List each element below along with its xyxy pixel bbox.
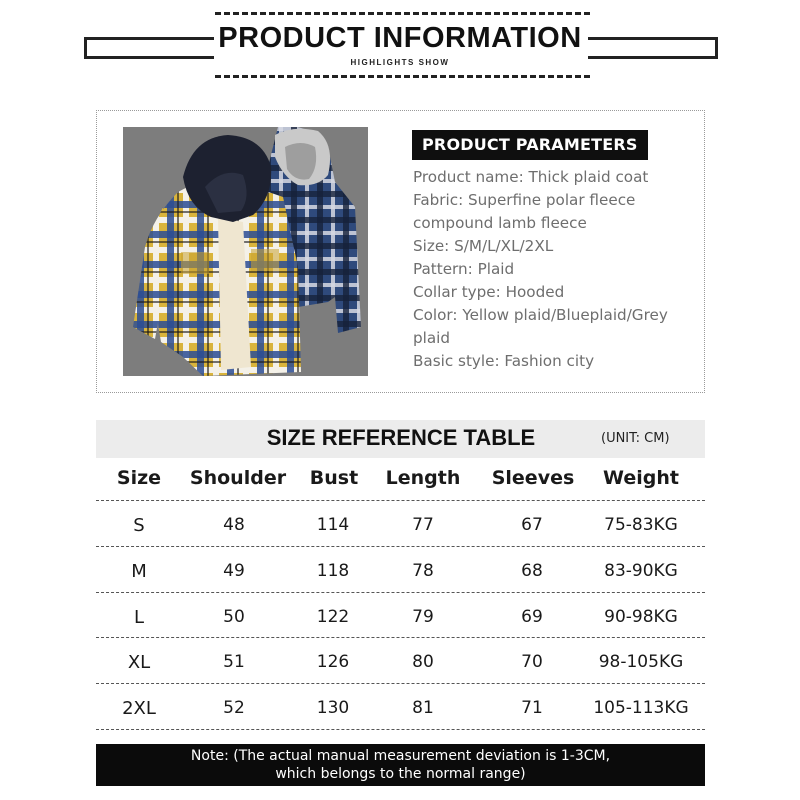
table-row: [96, 505, 705, 545]
product-parameters-list: [413, 166, 703, 373]
col-header-weight: Weight: [603, 467, 679, 489]
cell-sleeves: 70: [521, 652, 543, 672]
cell-shoulder: 50: [223, 607, 245, 627]
page-title: PRODUCT INFORMATION: [218, 22, 582, 54]
cell-size: 2XL: [122, 698, 156, 719]
size-table-heading-bar: [96, 420, 705, 458]
size-table-title: SIZE REFERENCE TABLE: [266, 425, 536, 450]
cell-sleeves: 69: [521, 607, 543, 627]
col-header-sleeves: Sleeves: [491, 467, 575, 489]
cell-bust: 114: [316, 515, 350, 535]
cell-bust: 126: [316, 652, 350, 672]
cell-shoulder: 49: [223, 561, 245, 581]
size-table-unit: (UNIT: CM): [601, 431, 670, 446]
cell-weight: 98-105KG: [598, 652, 684, 672]
cell-length: 77: [412, 515, 434, 535]
table-divider: [96, 683, 705, 684]
param-size: Size: S/M/L/XL/2XL: [413, 237, 554, 255]
cell-length: 78: [412, 561, 434, 581]
cell-length: 81: [412, 698, 434, 718]
cell-size: M: [131, 561, 147, 582]
param-color: Color: Yellow plaid/Blueplaid/Grey plaid: [413, 306, 668, 347]
cell-sleeves: 67: [521, 515, 543, 535]
param-basic-style: Basic style: Fashion city: [413, 352, 595, 370]
cell-bust: 122: [316, 607, 350, 627]
table-divider: [96, 546, 705, 547]
cell-length: 80: [412, 652, 434, 672]
cell-sleeves: 68: [521, 561, 543, 581]
param-fabric: Fabric: Superfine polar fleece compound lamb fleece: [413, 191, 636, 232]
size-table-header-row: [96, 462, 705, 500]
table-row: [96, 642, 705, 682]
table-row: [96, 688, 705, 728]
cell-size: L: [133, 607, 145, 628]
table-row: [96, 551, 705, 591]
col-header-bust: Bust: [309, 467, 359, 489]
plaid-coat-image: [123, 127, 368, 376]
cell-size: XL: [127, 652, 151, 673]
cell-bust: 130: [316, 698, 350, 718]
table-divider: [96, 637, 705, 638]
cell-sleeves: 71: [521, 698, 543, 718]
param-product-name: Product name: Thick plaid coat: [413, 168, 649, 186]
cell-weight: 105-113KG: [593, 698, 689, 718]
cell-weight: 90-98KG: [604, 607, 678, 627]
measurement-note: [96, 744, 705, 786]
cell-size: S: [133, 515, 145, 536]
table-divider: [96, 592, 705, 593]
cell-shoulder: 51: [223, 652, 245, 672]
col-header-size: Size: [116, 467, 162, 489]
header-bracket-left: [84, 37, 214, 59]
cell-bust: 118: [316, 561, 350, 581]
header-bracket-right: [588, 37, 718, 59]
cell-weight: 83-90KG: [604, 561, 678, 581]
note-line-1: Note: (The actual manual measurement deviation is 1-3CM,: [190, 748, 611, 764]
cell-length: 79: [412, 607, 434, 627]
header-dashed-line-top: [215, 12, 590, 15]
table-divider: [96, 729, 705, 730]
table-divider: [96, 500, 705, 501]
page-subtitle: HIGHLIGHTS SHOW: [350, 58, 450, 67]
param-pattern: Pattern: Plaid: [413, 260, 515, 278]
page-header: [0, 0, 800, 90]
cell-weight: 75-83KG: [604, 515, 678, 535]
header-dashed-line-bottom: [215, 75, 590, 78]
param-collar-type: Collar type: Hooded: [413, 283, 565, 301]
col-header-length: Length: [385, 467, 461, 489]
product-photo: [123, 127, 368, 376]
cell-shoulder: 48: [223, 515, 245, 535]
col-header-shoulder: Shoulder: [189, 467, 287, 489]
note-line-2: which belongs to the normal range): [275, 766, 526, 782]
product-parameters-badge: PRODUCT PARAMETERS: [412, 130, 648, 160]
cell-shoulder: 52: [223, 698, 245, 718]
table-row: [96, 597, 705, 637]
